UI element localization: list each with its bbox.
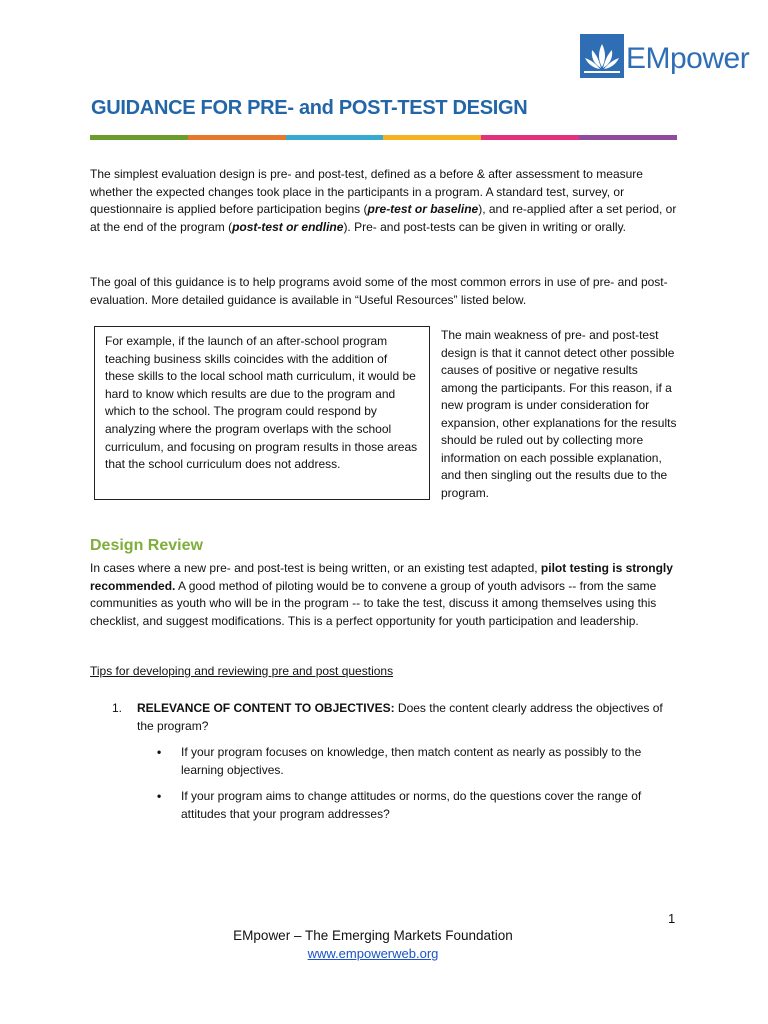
list-item-lead: RELEVANCE OF CONTENT TO OBJECTIVES: xyxy=(137,701,395,715)
intro-emphasis-endline: post-test or endline xyxy=(232,219,344,234)
bullet-item xyxy=(157,788,677,823)
example-callout-box xyxy=(94,326,430,500)
bullet-text: If your program aims to change attitudes or norms, do the questions cover the range of attitudes that your program addresses? xyxy=(181,789,642,821)
rule-segment xyxy=(579,135,677,140)
list-item-text: Does the content clearly address the objectives of the program? xyxy=(137,701,663,733)
intro-text-2: ), and re-applied after a set period, or at the end of the program ( xyxy=(90,202,677,234)
design-review-text-1: In cases where a new pre- and post-test is being written, or an existing test adapted, xyxy=(90,561,541,575)
design-review-paragraph xyxy=(90,560,680,630)
rule-segment xyxy=(383,135,481,140)
intro-text-1: The simplest evaluation design is pre- and post-test, defined as a before & after assessment to measure whether the expected changes took place in the participants in a program. A standard test, survey, or questionnaire is applied before participation begins ( xyxy=(90,167,643,216)
tips-heading: Tips for developing and reviewing pre and post questions xyxy=(90,664,394,678)
footer-website xyxy=(0,946,768,961)
rule-segment xyxy=(90,135,188,140)
website-link[interactable]: www.empowerweb.org xyxy=(307,946,439,961)
intro-paragraph xyxy=(90,166,680,236)
page-title: GUIDANCE FOR PRE- and POST-TEST DESIGN xyxy=(91,97,528,119)
list-item xyxy=(112,700,672,735)
bullet-glyph: • xyxy=(157,789,162,803)
color-rule-divider xyxy=(90,135,677,140)
rule-segment xyxy=(188,135,286,140)
example-text: For example, if the launch of an after-school program teaching business skills coincides with the addition of these skills to the local school math curriculum, it would be hard to know which results are due to the program and which to the school. The program could respond by analyzing where the program overlaps with the school curriculum, and focusing on program results in those areas that the school curriculum does not address. xyxy=(105,334,418,472)
logo-text: EMpower xyxy=(626,42,750,75)
lotus-flower-icon xyxy=(580,34,624,78)
page-number: 1 xyxy=(668,911,676,926)
rule-segment xyxy=(481,135,579,140)
list-item-body xyxy=(137,700,672,735)
empower-logo xyxy=(580,34,750,82)
intro-text-3: ). Pre- and post-tests can be given in writing or orally. xyxy=(343,219,627,234)
design-review-text-2: A good method of piloting would be to convene a group of youth advisors -- from the same communities as youth who will be in the program -- to take the test, discuss it among themselves using this checklist, and suggest modifications. This is a perfect opportunity for youth participation and leadership. xyxy=(90,578,657,628)
bullet-glyph: • xyxy=(157,745,162,759)
footer-org-text: EMpower – The Emerging Markets Foundation xyxy=(233,928,513,943)
list-number: 1. xyxy=(112,701,123,715)
section-heading-design-review: Design Review xyxy=(90,537,203,554)
weakness-paragraph: The main weakness of pre- and post-test design is that it cannot detect other possible causes of positive or negative results among the participants. For this reason, if a new program is under consideration for expansion, other explanations for the results should be ruled out by collecting more information on each possible explanation, and then singling out the results due to the program. xyxy=(441,328,677,500)
rule-segment xyxy=(286,135,384,140)
intro-emphasis-baseline: pre-test or baseline xyxy=(367,202,479,216)
footer-organization xyxy=(0,928,768,943)
bullet-item xyxy=(157,744,677,779)
goal-paragraph: The goal of this guidance is to help programs avoid some of the most common errors in use of pre- and post-evaluation. More detailed guidance is available in “Useful Resources” listed below. xyxy=(90,275,668,307)
bullet-text: If your program focuses on knowledge, then match content as nearly as possibly to the learning objectives. xyxy=(181,745,642,777)
design-review-emphasis: pilot testing is strongly recommended. xyxy=(90,561,673,593)
